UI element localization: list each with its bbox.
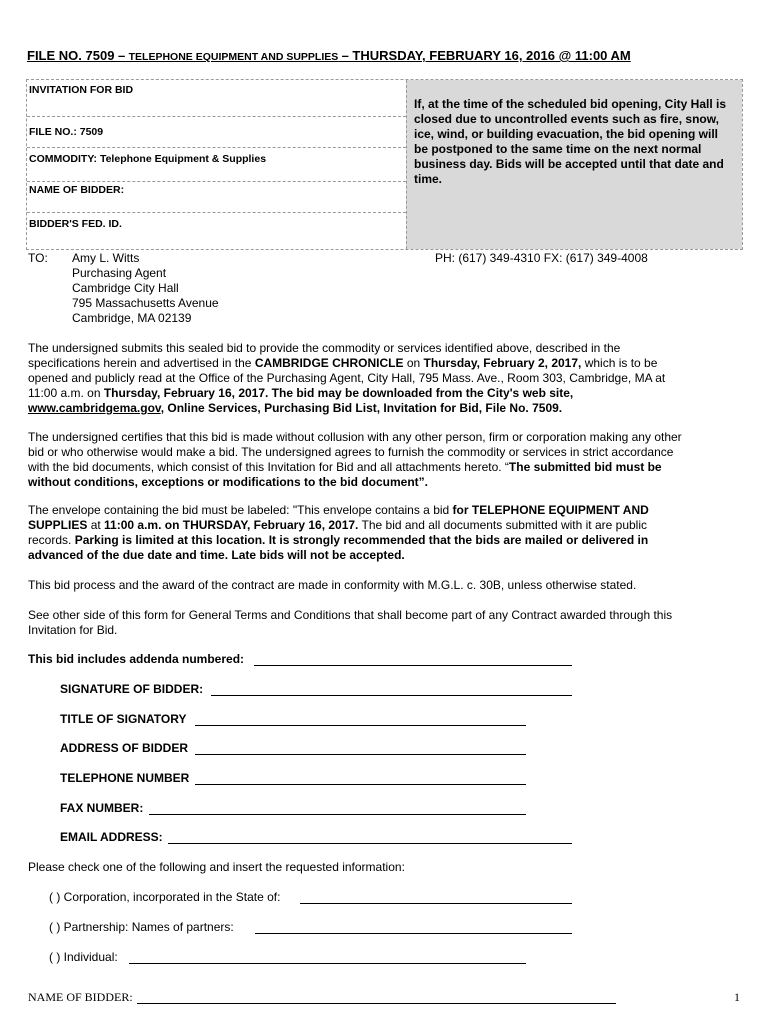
paragraph-terms: See other side of this form for General Terms and Conditions that shall become part of any Contract awarded through this Invitation for Bid. xyxy=(28,608,673,637)
invitation-label: INVITATION FOR BID xyxy=(29,84,134,96)
title-file-no: FILE NO. 7509 – xyxy=(27,48,126,63)
fax-label: FAX NUMBER: xyxy=(60,801,144,815)
partners-input[interactable] xyxy=(255,933,572,934)
corporation-state-input[interactable] xyxy=(300,903,572,904)
file-no-label: FILE NO.: 7509 xyxy=(29,126,104,138)
email-input[interactable] xyxy=(168,843,572,844)
text: 11:00 a.m. on THURSDAY, February 16, 2017. xyxy=(104,518,359,532)
text: which is to be opened and publicly read at the Office of the Purchasing Agent, City Hall, 795 Mass. Ave., Room 303, Cambridge, MA at 11:00 a.m. on xyxy=(28,356,666,400)
bidder-name-field[interactable]: NAME OF BIDDER: xyxy=(29,184,125,196)
text: The envelope containing the bid must be labeled: "This envelope contains a bid xyxy=(28,503,453,517)
paragraph-law: This bid process and the award of the contract are made in conformity with M.G.L. c. 30B, unless otherwise stated. xyxy=(28,578,637,592)
signature-input[interactable] xyxy=(211,695,572,696)
fed-id-field[interactable]: BIDDER'S FED. ID. xyxy=(29,218,122,230)
address-input[interactable] xyxy=(195,754,526,755)
text: at xyxy=(87,518,105,532)
paragraph-envelope xyxy=(28,503,688,563)
text: Parking is limited at this location. It is strongly recommended that the bids are mailed or delivered in advanced of the due date and time. Late bids will not be accepted. xyxy=(28,533,649,562)
text: Thursday, February 16, 2017. The bid may be downloaded from the City's web site, xyxy=(103,386,574,400)
address-label: ADDRESS OF BIDDER xyxy=(60,741,189,755)
bid-info-fields xyxy=(27,80,406,249)
text: on xyxy=(403,356,424,370)
title-signatory-label: TITLE OF SIGNATORY xyxy=(60,712,187,726)
website-link[interactable]: www.cambridgema.gov xyxy=(28,401,161,415)
corporation-option[interactable]: ( ) Corporation, incorporated in the State of: xyxy=(49,890,281,904)
recipient-street: 795 Massachusetts Avenue xyxy=(72,296,219,310)
bid-info-box xyxy=(26,79,743,250)
text: Thursday, February 2, 2017, xyxy=(423,356,582,370)
title-subject: TELEPHONE EQUIPMENT AND SUPPLIES xyxy=(128,51,339,63)
recipient-name: Amy L. Witts xyxy=(72,251,140,265)
footer-bidder-label: NAME OF BIDDER: xyxy=(28,990,133,1004)
text: CAMBRIDGE CHRONICLE xyxy=(254,356,404,370)
individual-input[interactable] xyxy=(129,963,526,964)
divider xyxy=(27,116,406,117)
to-label: TO: xyxy=(28,251,48,265)
paragraph-submission xyxy=(28,341,688,416)
closure-note-box xyxy=(406,80,742,249)
partnership-option[interactable]: ( ) Partnership: Names of partners: xyxy=(49,920,234,934)
document-title xyxy=(27,48,631,63)
text: , Online Services, Purchasing Bid List, Invitation for Bid, File No. 7509. xyxy=(160,401,563,415)
entity-prompt: Please check one of the following and insert the requested information: xyxy=(28,860,405,874)
fax-input[interactable] xyxy=(149,814,526,815)
title-date: – THURSDAY, FEBRUARY 16, 2016 @ 11:00 AM xyxy=(341,48,631,63)
addenda-input[interactable] xyxy=(254,665,572,666)
recipient-org: Cambridge City Hall xyxy=(72,281,179,295)
page-number: 1 xyxy=(734,990,740,1004)
recipient-address xyxy=(72,251,219,326)
recipient-title: Purchasing Agent xyxy=(72,266,167,280)
divider xyxy=(27,147,406,148)
email-label: EMAIL ADDRESS: xyxy=(60,830,163,844)
title-signatory-input[interactable] xyxy=(195,725,526,726)
phone-fax: PH: (617) 349-4310 FX: (617) 349-4008 xyxy=(435,251,648,265)
text: for TELEPHONE EQUIPMENT AND SUPPLIES xyxy=(28,503,649,532)
footer-bidder-input[interactable] xyxy=(137,1003,616,1004)
recipient-city: Cambridge, MA 02139 xyxy=(72,311,192,325)
signature-label: SIGNATURE OF BIDDER: xyxy=(60,682,204,696)
text: The submitted bid must be without conditions, exceptions or modifications to the bid document”. xyxy=(28,460,662,489)
closure-note: If, at the time of the scheduled bid opening, City Hall is closed due to uncontrolled events such as fire, snow, ice, wind, or building evacuation, the bid opening will be postponed to the same time on the next normal business day. Bids will be accepted until that date and time. xyxy=(414,97,727,186)
paragraph-certification xyxy=(28,430,688,490)
divider xyxy=(27,212,406,213)
text: The undersigned certifies that this bid is made without collusion with any other person, firm or corporation making any other bid or who otherwise would make a bid. The undersigned agrees to furnish the commodity or services in strict accordance with the bid documents, which consist of this Invitation for Bid and all attachments hereto. “ xyxy=(28,430,682,474)
addenda-label: This bid includes addenda numbered: xyxy=(28,652,245,666)
text: The undersigned submits this sealed bid to provide the commodity or services identified above, described in the specifications herein and advertised in the xyxy=(28,341,621,370)
individual-option[interactable]: ( ) Individual: xyxy=(49,950,118,964)
text: The bid and all documents submitted with it are public records. xyxy=(28,518,647,547)
telephone-input[interactable] xyxy=(195,784,526,785)
commodity-label: COMMODITY: Telephone Equipment & Supplies xyxy=(29,153,267,165)
divider xyxy=(27,181,406,182)
telephone-label: TELEPHONE NUMBER xyxy=(60,771,190,785)
